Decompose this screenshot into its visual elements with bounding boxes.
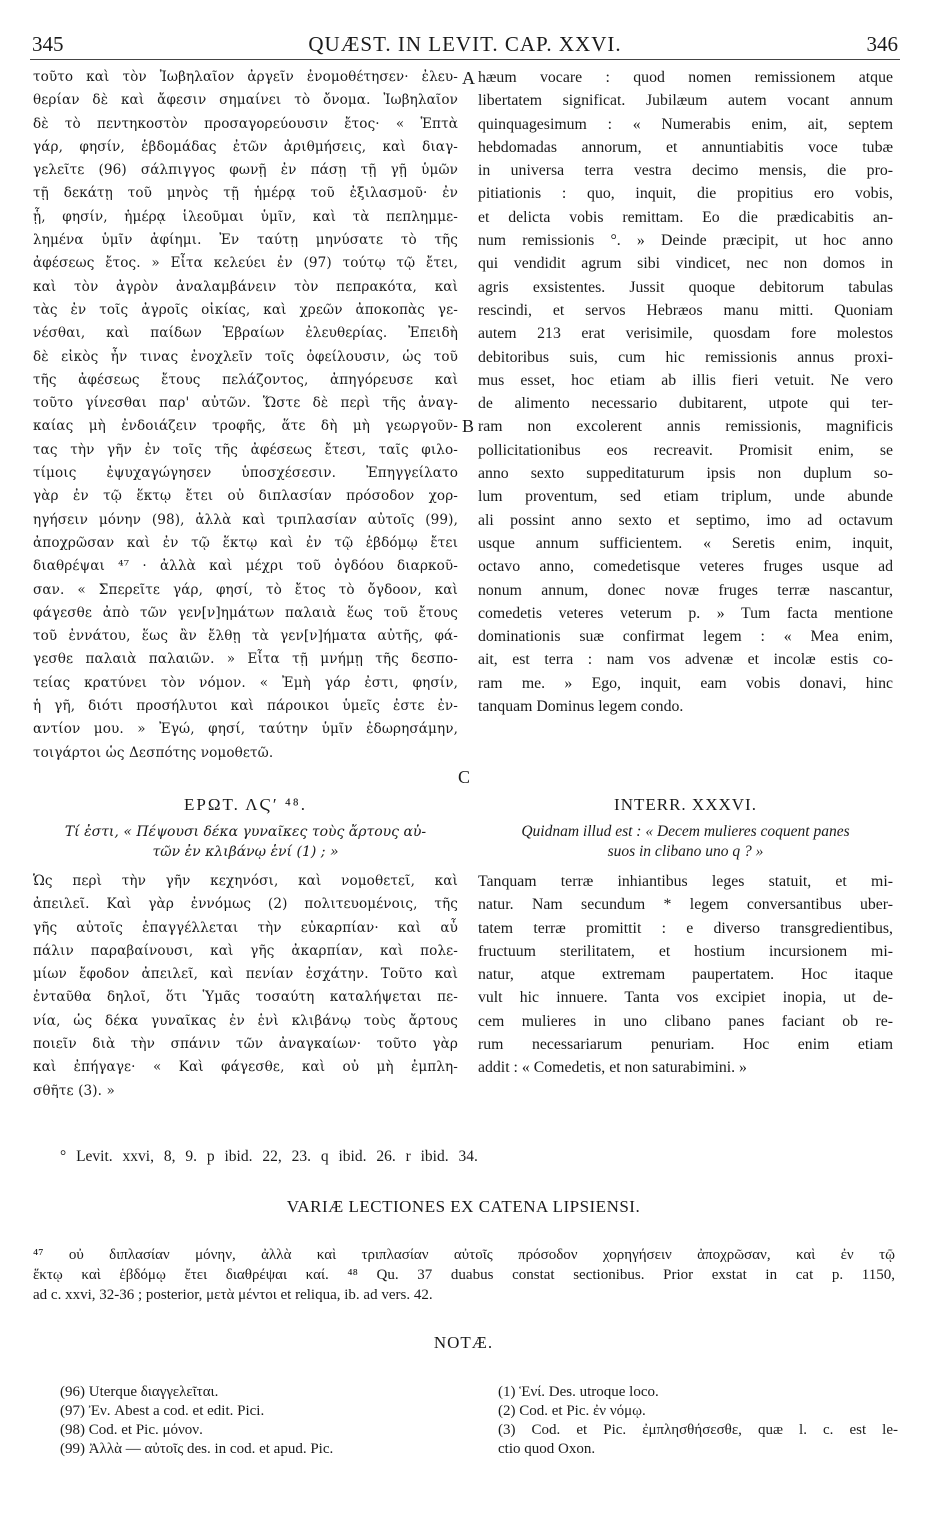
page-number-right: 346 [866,32,898,56]
header-rule [30,59,900,60]
note-line: (97) Ἐν. Abest a cod. et edit. Pici. [60,1403,265,1419]
latin-text-line: autem 213 erat verisimile, quosdam fore molestos [478,325,893,343]
latin-text-line: in universa terra vestra decimo mensis, die pro- [478,162,893,180]
latin-text-line: libertatem significat. Jubilæum autem vocant annum [478,92,893,110]
greek-text-line: τας τὴν γῆν ἐν τοῖς τῆς ἀφέσεως ἔτεσι, ταῖς φιλο- [33,441,458,458]
latin-text-line: qui vendidit agrum sibi vindicet, nec non domos in [478,255,893,273]
latin-text-line: lum proventum, sed etiam triplum, unde abunde [478,488,893,506]
greek-text-line: τὰς ἐν τοῖς ἀγροῖς οἰκίας, καὶ χρεῶν ἀποκοπὰς γε- [33,301,458,318]
greek-text-line: λημένα ὑμῖν ἀφίημι. Ἐν ταύτῃ μηνύσατε τὸ τῆς [33,232,458,249]
greek-answer-line: ἐνταῦθα δηλοῖ, ὅτι Ὑμᾶς τοσαύτη καταλήψεται πε- [33,989,458,1006]
greek-answer-line: σθῆτε (3). » [33,1082,115,1099]
page-number-left: 345 [32,32,64,56]
notes-left [60,1383,460,1459]
latin-answer-line: tatem terræ promittit : e diverso transgredientibus, [478,919,893,937]
greek-text-line: γὰρ ἐν τῷ ἕκτῳ ἔτει οὐ διπλασίαν πρόσοδον χορ- [33,488,458,505]
greek-text-line: δὲ τὸ πεντηκοστὸν προσαγορεύουσιν ἔτος· « Ἑπτὰ [33,115,458,132]
latin-answer-line: rum necessariarum penuriam. Hoc enim etiam [478,1036,893,1054]
variae-heading: VARIÆ LECTIONES EX CATENA LIPSIENSI. [286,1197,641,1216]
latin-text-line: ram me. » Ego, inquit, eam vobis donavi, hinc [478,674,893,692]
scripture-references: ° Levit. xxvi, 8, 9. p ibid. 22, 23. q ibid. 26. r ibid. 34. [60,1148,478,1165]
latin-text-line: nonum annum, donec novæ fruges terræ nascantur, [478,581,893,599]
greek-answer-line: νία, ὡς δέκα γυναῖκας ἐν ἑνὶ κλιβάνῳ τοὺς ἄρτους [33,1012,458,1029]
greek-text-line: δὲ εἰκὸς ἦν τινας ἐνοχλεῖν τοῖς ὀφείλουσιν, ὡς τοῦ [33,348,458,365]
greek-text-line: τῇ δεκάτῃ τοῦ μηνὸς τῇ ἡμέρᾳ τοῦ ἐξιλασμοῦ· ἐν [33,185,458,202]
greek-text-line: θερίαν δὲ καὶ ἄφεσιν σημαίνει τὸ ὄνομα. Ἰωβηλαῖον [33,92,458,109]
greek-text-line: τῆς ἀφέσεως ἔτους πελάζοντος, ἀπηγόρευσε καὶ [33,371,458,388]
latin-text-line: num remissionis °. » Deinde præcipit, ut hoc anno [478,232,893,250]
latin-question-line: Quidnam illud est : « Decem mulieres coquent panes [521,823,850,840]
margin-marker-a: A [462,68,475,88]
latin-answer-line: fructuum sterilitatem, et hostium incursionem mi- [478,942,893,960]
latin-text-line: mus esset, hoc etiam ab illis fieri vetuit. Ne vero [478,371,893,389]
greek-answer-line: μίων ἔφοδον ἀπειλεῖ, καὶ πενίαν ἐσχάτην. Τοῦτο καὶ [33,966,458,983]
greek-text-line: τοῦτο γίνεσθαι παρ' αὐτῶν. Ὥστε δὲ περὶ τῆς ἀναγ- [33,395,458,412]
greek-text-line: αντίον μου. » Ἐγώ, φησί, ταύτην ὑμῖν ἐδωρησάμην, [33,721,458,738]
latin-text-line: pollicitationibus eos recreavit. Promisit enim, se [478,441,893,459]
latin-answer-line: addit : « Comedetis, et non saturabimini. » [478,1059,747,1077]
margin-marker-b: B [462,416,475,436]
latin-text-line: debitoribus suis, cum hic remissionis annus proxi- [478,348,893,366]
margin-marker-c: C [458,767,471,787]
latin-text-line: comedetis veteres veterum p. » Tum facta mentione [478,604,893,622]
running-title: QUÆST. IN LEVIT. CAP. XXVI. [308,32,622,56]
greek-text-line: γάρ, φησίν, ἑβδομάδας ἐτῶν ἀριθμήσεις, καὶ διαγ- [33,138,458,155]
greek-question-line: Τί ἐστι, « Πέψουσι δέκα γυναῖκες τοὺς ἄρτους αὐ- [64,824,427,840]
note-line: (3) Cod. et Pic. ἐμπλησθήσεσθε, quæ l. c. est le- [498,1422,898,1438]
greek-text-line: γεσθε παλαιὰ παλαιῶν. » Εἶτα τῇ μνήμῃ τῆς δεσπο- [33,651,458,668]
latin-text-line: pitiationis : quo, inquit, die propitius ero vobis, [478,185,893,203]
latin-text-line: rescindi, et servos Hebræos manu mitti. Quoniam [478,301,893,319]
note-line: ctio quod Oxon. [498,1441,596,1457]
latin-answer-line: Tanquam terræ inhiantibus leges statuit, et mi- [478,873,893,890]
greek-answer-line: πάλιν παραβαίνουσι, καὶ γῆς ἀκαρπίαν, καὶ πολε- [33,942,458,959]
note-line: (2) Cod. et Pic. ἐν νόμῳ. [498,1403,646,1419]
variae-line: ad c. xxvi, 32-36 ; posterior, μετὰ μέντοι et reliqua, ib. ad vers. 42. [33,1287,433,1303]
latin-question [478,822,893,862]
note-line: (99) Ἀλλὰ — αὐτοῖς des. in cod. et apud. Pic. [60,1441,334,1457]
greek-text-line: ἀποχρῶσαν καὶ ἐν τῷ ἕκτῳ καὶ ἐν τῷ ἑβδόμῳ ἔτει [33,534,458,551]
latin-text-line: anno sexto suppeditaturum ipsis non duplum so- [478,465,893,483]
note-line: (96) Uterque διαγγελεῖται. [60,1384,219,1400]
latin-text-line: hebdomadas annorum, et annuntiabitis voce tubæ [478,138,893,156]
greek-answer-line: ποιεῖν διὰ τὴν σπάνιν τῶν ἀναγκαίων· τοῦτο γὰρ [33,1036,458,1053]
greek-text-line: καίας μὴ ἐνδοιάζειν τροφῆς, ἅτε δὴ μὴ γεωργοῦν- [33,418,458,435]
note-line: (1) Ἑνί. Des. utroque loco. [498,1384,659,1400]
greek-answer-line: Ὡς περὶ τὴν γῆν κεχηνόσι, καὶ νομοθετεῖ, καὶ [33,873,458,889]
greek-text-line: φάγεσθε ἀπὸ τῶν γεν[ν]ημάτων παλαιὰ ἕως τοῦ ἔτους [33,604,458,621]
greek-text-line: τίμοις ἐψυχαγώγησεν ὑποσχέσεσιν. Ἐπηγγείλατο [33,465,458,482]
greek-text-line: ᾗ, φησίν, ἡμέρᾳ ἱλεοῦμαι ὑμῖν, καὶ τὰ πεπλημμε- [33,208,458,225]
latin-answer-line: natur, atque extremam paupertatem. Hoc itaque [478,966,893,984]
latin-text-line: ram non excolerent annis remissionis, magnificis [478,418,893,436]
greek-answer-line: καὶ ἐπήγαγε· « Καὶ φάγεσθε, καὶ οὐ μὴ ἐμπλη- [33,1059,458,1076]
note-line: (98) Cod. et Pic. μόνον. [60,1422,203,1438]
latin-text-line: hæum vocare : quod nomen remissionem atque [478,69,893,86]
latin-text-line: agris exsistentes. Jussit quoque debitorum tabulas [478,278,893,296]
latin-question-heading: INTERR. XXXVI. [614,795,757,814]
greek-answer [33,870,458,1103]
notae-heading: NOTÆ. [433,1333,494,1352]
latin-text-line: et delicta vobis remittam. Eo die prædicabitis an- [478,208,893,226]
latin-column-top [478,66,893,718]
running-header [32,32,898,62]
variae-lectiones [33,1245,895,1305]
latin-answer-line: cem mulieres in uno clibano panes faciant ob re- [478,1012,893,1030]
variae-line: ⁴⁷ οὐ διπλασίαν μόνην, ἀλλὰ καὶ τριπλασίαν αὐτοῖς πρόσοδον χορηγήσειν ἀποχρῶσαν, καὶ ἐν τῷ [33,1247,895,1263]
latin-text-line: octavo anno, comedetisque veteres fruges usque ad [478,558,893,576]
greek-text-line: νέσθαι, καὶ παίδων Ἑβραίων ἐλευθερίας. Ἐπειδὴ [33,325,458,342]
greek-question-line: τῶν ἐν κλιβάνῳ ἑνί (1) ; » [152,844,339,860]
greek-text-line: τοιγάρτοι ὡς Δεσπότης νομοθετῶ. [33,744,274,761]
greek-answer-line: ἀπειλεῖ. Καὶ γὰρ ἐννόμως (2) πολιτευομένοις, τῆς [33,896,458,913]
greek-text-line: τοῦ ἐννάτου, ἕως ἂν ἔλθῃ τὰ γεν[ν]ήματα αὐτῆς, φά- [33,628,458,645]
greek-question [33,822,458,862]
latin-text-line: quinquagesimum : « Numerabis enim, ait, septem [478,115,893,133]
greek-column-top [33,66,458,765]
latin-answer-line: vult hic innuere. Tanta vos excipiet inopia, ut de- [478,989,893,1007]
greek-text-line: τοῦτο καὶ τὸν Ἰωβηλαῖον ἀργεῖν ἐνομοθέτησεν· ἐλευ- [33,69,458,85]
greek-answer-line: γῆς αὐτοῖς ἐπαγγέλλεται τὴν εὐκαρπίαν· καὶ αὖ [33,919,458,936]
latin-text-line: de alimento necessario dubitarent, utpote qui ter- [478,395,893,413]
latin-text-line: dominationis suæ confirmat legem : « Mea enim, [478,628,893,646]
greek-text-line: ἡ γῆ, διότι προσήλυτοι καὶ πάροικοι ὑμεῖς ἐστε ἐν- [33,698,458,715]
latin-question-line: suos in clibano uno q ? » [607,843,764,860]
latin-text-line: ali possint anno sexto et septimo, imo ad octavum [478,511,893,529]
greek-text-line: ηγήσειν μόνην (98), ἀλλὰ καὶ τριπλασίαν αὐτοῖς (99), [33,511,458,528]
greek-text-line: καὶ τὸν ἀγρὸν ἀναλαμβάνειν τὸν πεπρακότα, καὶ [33,278,458,295]
latin-text-line: usque annum sufficientem. « Seretis enim, inquit, [478,534,893,552]
greek-text-line: γελεῖτε (96) σάλπιγγος φωνῇ ἐν πάσῃ τῇ γῇ ὑμῶν [33,162,458,179]
latin-answer [478,870,893,1080]
latin-text-line: tanquam Dominus legem condo. [478,698,684,716]
greek-question-heading: ΕΡΩΤ. ΛϚʹ ⁴⁸. [184,795,307,814]
greek-text-line: ἀφέσεως ἔτος. » Εἶτα κελεύει ἐν (97) τούτῳ τῷ ἔτει, [33,255,458,272]
latin-text-line: ait, est terra : nam vos advenæ et incolæ estis co- [478,651,893,669]
latin-answer-line: natur. Nam secundum * legem conversantibus uber- [478,896,893,914]
greek-text-line: τείας κρατύνει τὸν νόμον. « Ἐμὴ γάρ ἐστι, φησίν, [33,674,458,691]
greek-text-line: διαθρέψαι ⁴⁷ · ἀλλὰ καὶ μέχρι τοῦ ὀγδόου διαρκοῦ- [33,558,458,575]
notes-right [498,1383,898,1459]
greek-text-line: σαν. « Σπερεῖτε γάρ, φησί, τὸ ἔτος τὸ ὄγδοον, καὶ [33,581,458,598]
variae-line: ἕκτῳ καὶ ἑβδόμῳ ἔτει διαθρέψαι καί. ⁴⁸ Qu. 37 duabus constat sectionibus. Prior exstat in cat p. 1150, [33,1267,895,1283]
